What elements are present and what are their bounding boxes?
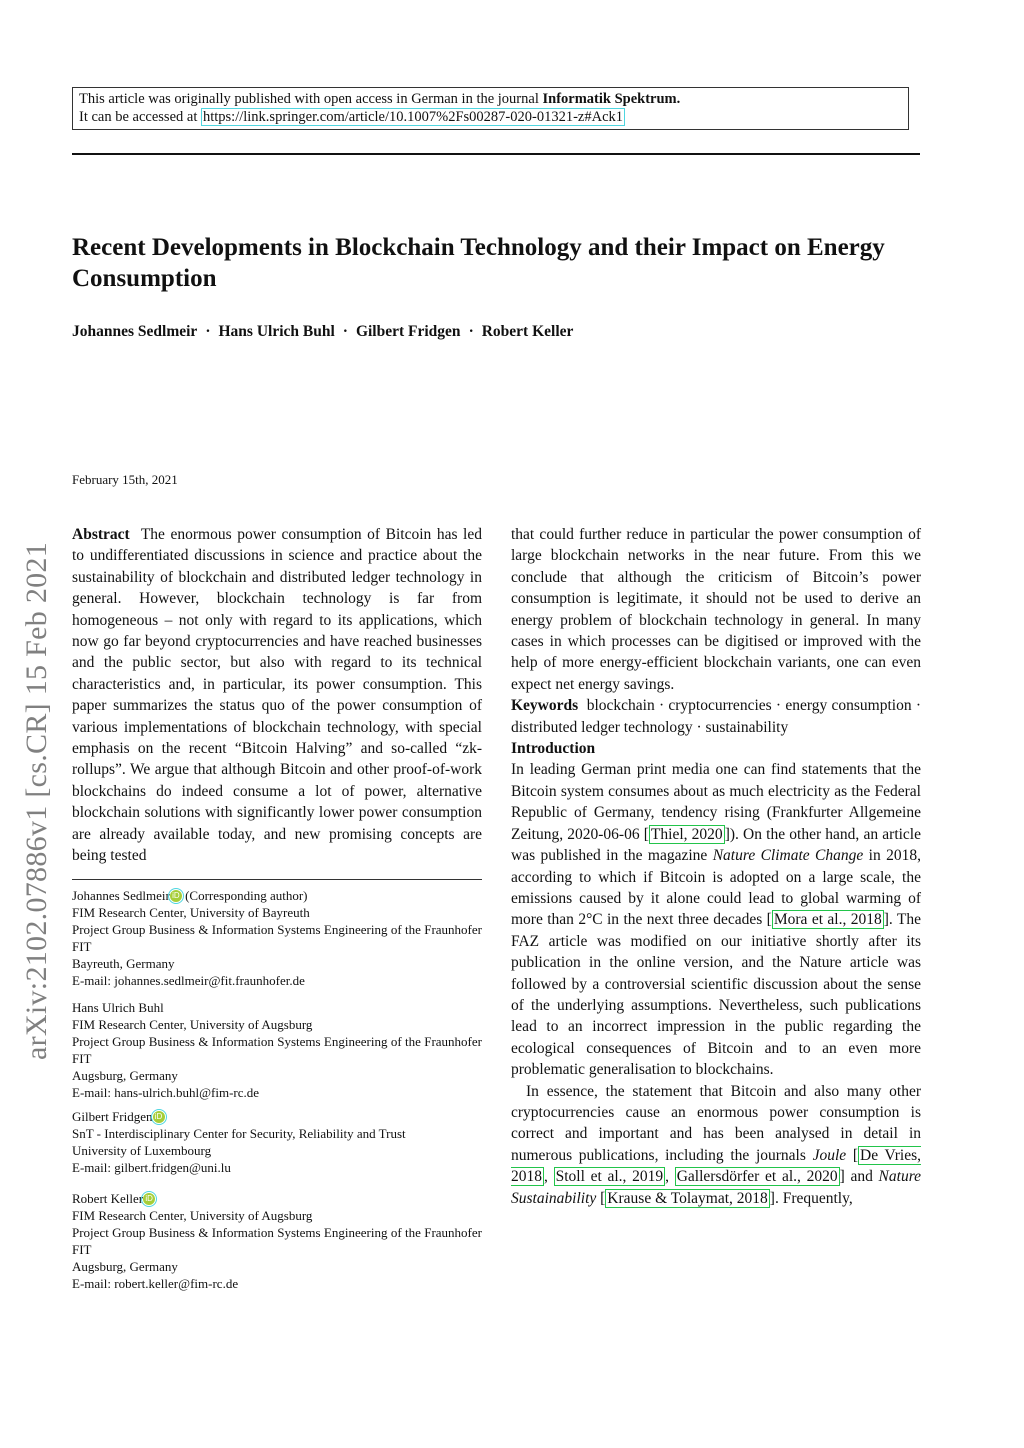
author-affiliation-2	[72, 999, 482, 1101]
orcid-icon[interactable]: iD	[153, 1111, 165, 1123]
affiliation-email: E-mail: johannes.sedlmeir@fit.fraunhofer.de	[72, 973, 305, 988]
abstract	[72, 524, 482, 867]
notice-line-2: It can be accessed at https://link.springer.com/article/10.1007%2Fs00287-020-01321-z#Ack1	[79, 109, 624, 125]
author-name: Robert Keller	[481, 323, 574, 340]
citation-link[interactable]: Thiel, 2020	[650, 825, 723, 843]
affiliation-name: Robert Keller	[72, 1191, 144, 1206]
journal-italic: Nature Climate Change	[712, 847, 864, 865]
keywords-text: blockchain · cryptocurrencies · energy consumption · distributed ledger technology · sustainability	[511, 697, 921, 736]
affiliation-role: (Corresponding author)	[185, 888, 308, 903]
author-name: Johannes Sedlmeir	[72, 323, 198, 340]
intro-paragraph-1: In leading German print media one can find statements that the Bitcoin system consumes about as much electricity as the Federal Republic of Germany, tendency rising (Frankfurter Allgemeine Zeitung, 2020-06-06 [ Thiel, 2020 ]). On the other hand, an article was published in the magazine Nature Climate Change in 2018, according to which if Bitcoin is adopted on a large scale, the emissions caused by it alone could lead to global warming of more than 2°C in the next three decades [ Mora et al., 2018 ]. The FAZ article was modified on our initiative shortly after its publication in the online version, and the Nature article was followed by a controversial scientific discussion about the sense of the underlying assumptions. Nevertheless, such publications lead to an incorrect impression in the public regarding the ecological consequences of Bitcoin and to an even more problematic generalisation to blockchains.	[511, 761, 921, 1079]
affiliation-name: Gilbert Fridgen	[72, 1109, 153, 1124]
right-column	[511, 524, 921, 1209]
author-affiliation-3	[72, 1108, 482, 1176]
intro-paragraph-2: In essence, the statement that Bitcoin and also many other cryptocurrencies cause an enormous power consumption is correct and important and has been analysed in detail in numerous publications, including the journals Joule [ De Vries, 2018 , Stoll et al., 2019 , Gallersdörfer et al., 2020 ] and Nature Sustainability [ Krause & Tolaymat, 2018 ]. Frequently,	[511, 1082, 922, 1207]
affiliation-line: Augsburg, Germany	[72, 1259, 178, 1274]
orcid-icon[interactable]: iD	[143, 1193, 155, 1205]
affiliation-name: Johannes Sedlmeir	[72, 888, 170, 903]
author-affiliation-1	[72, 887, 482, 989]
affiliation-line: FIM Research Center, University of Augsburg	[72, 1017, 313, 1032]
author-name: Gilbert Fridgen	[355, 323, 461, 340]
affiliation-name: Hans Ulrich Buhl	[72, 1000, 164, 1015]
author-separator: ·	[468, 323, 474, 340]
header-rule	[72, 153, 920, 155]
footnote-rule	[72, 879, 482, 880]
section-heading-introduction: Introduction	[511, 740, 596, 758]
affiliation-line: Project Group Business & Information Systems Engineering of the Fraunhofer FIT	[72, 1225, 482, 1257]
article-link[interactable]: https://link.springer.com/article/10.1007%2Fs00287-020-01321-z#Ack1	[202, 109, 624, 125]
notice-line-1: This article was originally published with open access in German in the journal Informatik Spektrum.	[79, 91, 681, 107]
left-column	[72, 524, 482, 867]
abstract-text-left: The enormous power consumption of Bitcoin has led to undifferentiated discussions in science and practice about the sustainability of blockchain and distributed ledger technology in general. However, blockchain technology is far from homogeneous – not only with regard to its applications, which now go far beyond cryptocurrencies and have reached businesses and the public sector, but also with regard to its technical characteristics and, in particular, its power consumption. This paper summarizes the status quo of the power consumption of various implementations of blockchain technology, with special emphasis on the recent “Bitcoin Halving” and so-called “zk-rollups”. We argue that although Bitcoin and other proof-of-work blockchains do indeed consume a lot of power, alternative blockchain solutions with significantly lower power consumption are already available today, and new promising concepts are being tested	[72, 526, 482, 865]
citation-link[interactable]: Gallersdörfer et al., 2020	[676, 1168, 838, 1186]
affiliation-line: FIM Research Center, University of Bayreuth	[72, 905, 310, 920]
journal-name: Informatik Spektrum.	[542, 91, 681, 107]
author-separator: ·	[342, 323, 348, 340]
keywords-heading: Keywords	[511, 697, 579, 715]
author-list	[72, 323, 573, 341]
affiliation-line: University of Luxembourg	[72, 1143, 212, 1158]
keywords	[511, 695, 921, 738]
affiliation-line: SnT - Interdisciplinary Center for Security, Reliability and Trust	[72, 1126, 406, 1141]
affiliation-email: E-mail: gilbert.fridgen@uni.lu	[72, 1160, 231, 1175]
author-name: Hans Ulrich Buhl	[218, 323, 335, 340]
publication-date: February 15th, 2021	[72, 472, 178, 487]
citation-link[interactable]: Krause & Tolaymat, 2018	[607, 1189, 768, 1207]
affiliation-line: Project Group Business & Information Systems Engineering of the Fraunhofer FIT	[72, 1034, 482, 1066]
citation-link[interactable]: De Vries, 2018	[511, 1146, 921, 1186]
affiliation-line: Bayreuth, Germany	[72, 956, 175, 971]
paper-title: Recent Developments in Blockchain Technology and their Impact on Energy Consumption	[72, 234, 885, 292]
affiliation-email: E-mail: hans-ulrich.buhl@fim-rc.de	[72, 1085, 260, 1100]
arxiv-watermark: arXiv:2102.07886v1 [cs.CR] 15 Feb 2021	[20, 541, 53, 1060]
author-separator: ·	[205, 323, 211, 340]
affiliation-email: E-mail: robert.keller@fim-rc.de	[72, 1276, 239, 1291]
citation-link[interactable]: Mora et al., 2018	[773, 911, 882, 929]
journal-italic: Nature Sustainability	[511, 1168, 922, 1207]
orcid-icon[interactable]: iD	[170, 890, 182, 902]
citation-link[interactable]: Stoll et al., 2019	[555, 1168, 664, 1186]
author-affiliation-4	[72, 1190, 482, 1292]
journal-italic: Joule	[812, 1146, 847, 1164]
affiliation-line: FIM Research Center, University of Augsburg	[72, 1208, 313, 1223]
affiliation-line: Project Group Business & Information Systems Engineering of the Fraunhofer FIT	[72, 922, 482, 954]
abstract-heading: Abstract	[72, 526, 130, 543]
affiliation-line: Augsburg, Germany	[72, 1068, 178, 1083]
publication-notice	[72, 87, 909, 130]
abstract-continued: that could further reduce in particular the power consumption of large blockchain networks in the near future. From this we conclude that although the criticism of Bitcoin’s power consumption is legitimate, it should not be used to derive an energy problem of blockchain technology in general. In many cases in which processes can be digitised or improved with the help of more energy-efficient blockchain variants, one can even expect net energy savings.	[511, 526, 921, 693]
